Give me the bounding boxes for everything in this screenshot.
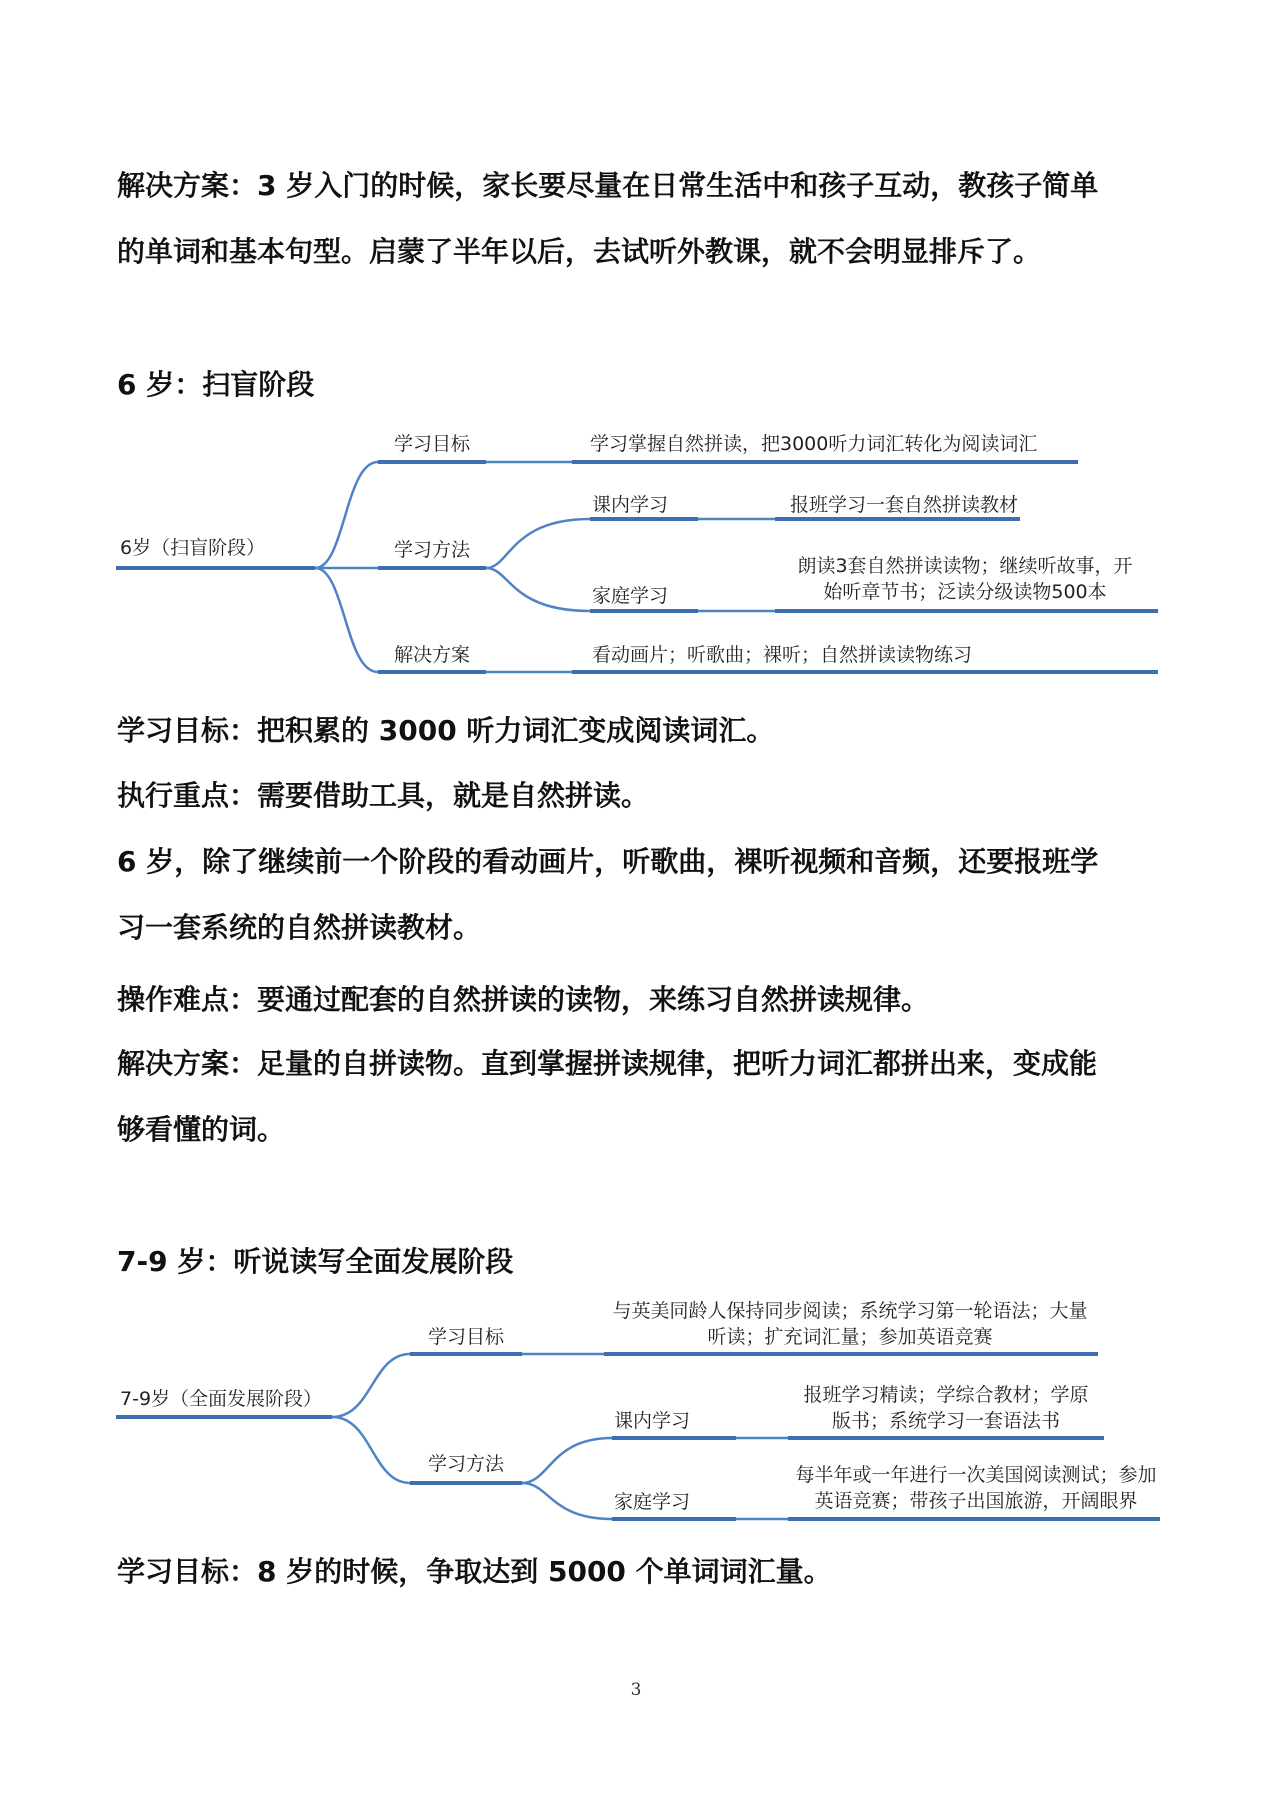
section-heading-age-6: 6 岁：扫盲阶段 [117, 368, 315, 401]
page-number: 3 [630, 1680, 642, 1700]
mindmap6-goal-label: 学习目标 [394, 433, 471, 455]
mindmap6-solution-text: 看动画片；听歌曲；裸听；自然拼读读物练习 [592, 644, 973, 666]
mindmap6-class-text: 报班学习一套自然拼读教材 [790, 494, 1019, 516]
mindmap6-root: 6岁（扫盲阶段） [120, 537, 266, 559]
mindmap79-home-text-line2: 英语竞赛；带孩子出国旅游，开阔眼界 [814, 1490, 1138, 1512]
mindmap79-goal-label: 学习目标 [428, 1326, 505, 1348]
mindmap6-class-label: 课内学习 [592, 494, 669, 516]
mindmap79-class-text-line1: 报班学习精读；学综合教材；学原 [803, 1384, 1089, 1406]
mindmap79-class-label: 课内学习 [614, 1410, 691, 1432]
mindmap6-goal-text: 学习掌握自然拼读，把3000听力词汇转化为阅读词汇 [590, 433, 1038, 455]
mindmap79-goal-text-line1: 与英美同龄人保持同步阅读；系统学习第一轮语法；大量 [612, 1300, 1088, 1322]
mindmap6-home-text [775, 553, 1155, 605]
mindmap79-home-text [790, 1462, 1162, 1514]
mindmap79-method-label: 学习方法 [428, 1453, 505, 1475]
mindmap6-method-label: 学习方法 [394, 539, 471, 561]
mindmap6-home-text-line2: 始听章节书；泛读分级读物500本 [823, 581, 1107, 603]
mindmap6-home-label: 家庭学习 [592, 585, 669, 607]
mindmap79-goal-text-line2: 听读；扩充词汇量；参加英语竞赛 [707, 1326, 993, 1348]
mindmap79-goal-text [610, 1298, 1090, 1350]
paragraph-difficulty-6: 操作难点：要通过配套的自然拼读的读物，来练习自然拼读规律。 [117, 983, 930, 1016]
paragraph-solution-line1: 解决方案：3 岁入门的时候，家长要尽量在日常生活中和孩子互动，教孩子简单 [117, 169, 1099, 202]
mindmap79-class-text-line2: 版书；系统学习一套语法书 [831, 1410, 1060, 1432]
mindmap-age-6 [110, 415, 1170, 685]
mindmap79-class-text [790, 1382, 1102, 1434]
mindmap79-root: 7-9岁（全面发展阶段） [120, 1388, 323, 1410]
mindmap79-home-label: 家庭学习 [614, 1491, 691, 1513]
paragraph-solution6-line2: 够看懂的词。 [117, 1113, 286, 1146]
paragraph-goal-6: 学习目标：把积累的 3000 听力词汇变成阅读词汇。 [117, 714, 775, 747]
paragraph-focus-6: 执行重点：需要借助工具，就是自然拼读。 [117, 779, 650, 812]
paragraph-solution6-line1: 解决方案：足量的自拼读物。直到掌握拼读规律，把听力词汇都拼出来，变成能 [117, 1047, 1098, 1080]
section-heading-age-7-9: 7-9 岁：听说读写全面发展阶段 [117, 1245, 514, 1278]
mindmap6-home-text-line1: 朗读3套自然拼读读物；继续听故事，开 [797, 555, 1133, 577]
mindmap6-solution-label: 解决方案 [394, 644, 471, 666]
mindmap-age-7-9 [110, 1298, 1170, 1538]
paragraph-solution-line2: 的单词和基本句型。启蒙了半年以后，去试听外教课，就不会明显排斥了。 [117, 235, 1042, 268]
mindmap79-home-text-line1: 每半年或一年进行一次美国阅读测试；参加 [795, 1464, 1157, 1486]
paragraph-age6-line1: 6 岁，除了继续前一个阶段的看动画片，听歌曲，裸听视频和音频，还要报班学 [117, 845, 1099, 878]
paragraph-goal-7-9: 学习目标：8 岁的时候，争取达到 5000 个单词词汇量。 [117, 1555, 832, 1588]
paragraph-age6-line2: 习一套系统的自然拼读教材。 [117, 911, 482, 944]
